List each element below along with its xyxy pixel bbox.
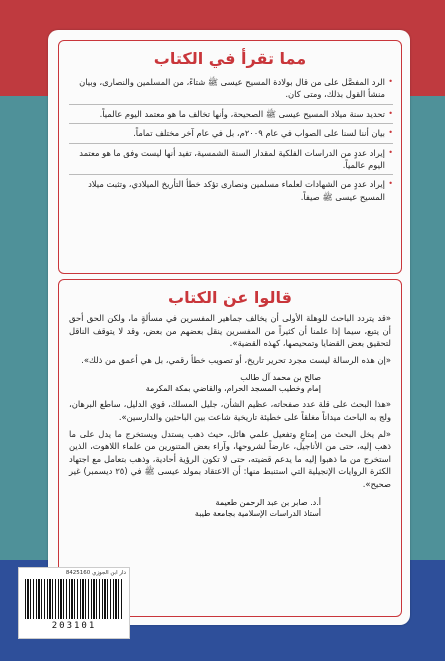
list-item-text: إيراد عددٍ من الشهادات لعلماء مسلمين ونصارى تؤكد خطأ التأريخ الميلادي، وتثبت ميلاد المسيح عيسى ﷺ صيفاً.	[88, 179, 385, 202]
review-quote: «قد يتردد الباحث للوهلة الأولى أن يخالف جماهير المفسرين في مسألةٍ ما، ولكن الحق أحق أن يتبع، سيما إذا علمنا أن كثيراً من المفسرين ينقل بعضهم من بعض، وقد لا يتوقف الناقل لتحقيق بعض القضايا وتمحيصها، كهذه القضية».	[69, 313, 391, 349]
list-item-text: الرد المفصَّل على من قال بولادة المسيح عيسى ﷺ شتاءً، من المسلمين والنصارى، وبيان منشأ القول بذلك، ومتى كان.	[79, 77, 385, 100]
list-item-text: تحديد سنة ميلاد المسيح عيسى ﷺ الصحيحة، وأنها تخالف ما هو معتمد اليوم عالمياً.	[99, 108, 385, 119]
highlights-heading: مما تقرأ في الكتاب	[153, 49, 307, 68]
reviewer-name: أ.د. صابر بن عبد الرحمن طعيمة	[215, 497, 321, 507]
review-quote: «هذا البحث على قلة عدد صفحاته، عظيم الشأن، جليل المسلك، قوي الدليل، ساطع البرهان، ولج به الباحث ميداناً مغلقاً على خطيئة تاريخية شاعت بين الباحثين والدارسين».	[69, 399, 391, 422]
barcode-icon	[25, 579, 123, 619]
bullet-icon: •	[388, 128, 393, 138]
reviewer-title: أستاذ الدراسات الإسلامية بجامعة طيبة	[194, 508, 321, 518]
barcode-label	[18, 567, 130, 639]
review-quote: «إن هذه الرسالة ليست مجرد تحرير تاريخ، أو تصويب خطأ رقمي، بل هي أعمق من ذلك».	[81, 354, 391, 365]
barcode-caption: 8425160 دار ابن الجوزي	[65, 570, 126, 576]
reviewer-title: إمام وخطيب المسجد الحرام، والقاضي بمكة المكرمة	[145, 384, 321, 394]
bullet-icon: •	[388, 179, 393, 189]
review-quote: «لم يخل البحث من إمتاعٍ وتفعيل علمي هائل، حيث ذهب يستدل ويستخرج ما يدل على ما ذهب إليه، حتى من الأناجيل، عارضاً لشروحها، وآراء بعض المتنورين من علماء اللاهوت، الذين استخرج من ما ذهبوا إليه ما يدعم قضيته، حتى لا تكون الرؤية أحادية، وذهب بتعامل مع اجتهاد الكثرة الروايات الإنجيلية التي استنبط منها: أن الاعتقاد بمولد عيسى ﷺ في (٢٥ ديسمبر) غير صحيح».	[69, 428, 391, 489]
back-cover-panel	[48, 30, 410, 625]
bullet-icon: •	[388, 77, 393, 86]
reviews-heading: قالوا عن الكتاب	[168, 288, 292, 307]
bullet-icon: •	[388, 147, 393, 157]
reviewer-signature	[69, 372, 391, 394]
reviews-content	[59, 312, 401, 519]
book-highlights-box	[58, 40, 402, 274]
reviewer-name: صالح بن محمد آل طالب	[240, 373, 321, 383]
list-item	[69, 105, 393, 124]
list-item	[69, 124, 393, 143]
highlights-list	[59, 73, 401, 206]
list-item	[69, 175, 393, 206]
list-item	[69, 73, 393, 105]
list-item-text: بيان أننا لسنا على الصواب في عام ٢٠٠٩م، بل في عام آخر مختلف تماماً.	[133, 128, 385, 139]
barcode-number: 203101	[51, 621, 97, 631]
list-item-text: إيراد عددٍ من الدراسات الفلكية لمقدار السنة الشمسية، تفيد أنها ليست وفق ما هو معتمد اليوم عالمياً.	[79, 147, 385, 171]
list-item	[69, 144, 393, 176]
bullet-icon: •	[388, 108, 393, 118]
reviewer-signature	[69, 497, 391, 519]
